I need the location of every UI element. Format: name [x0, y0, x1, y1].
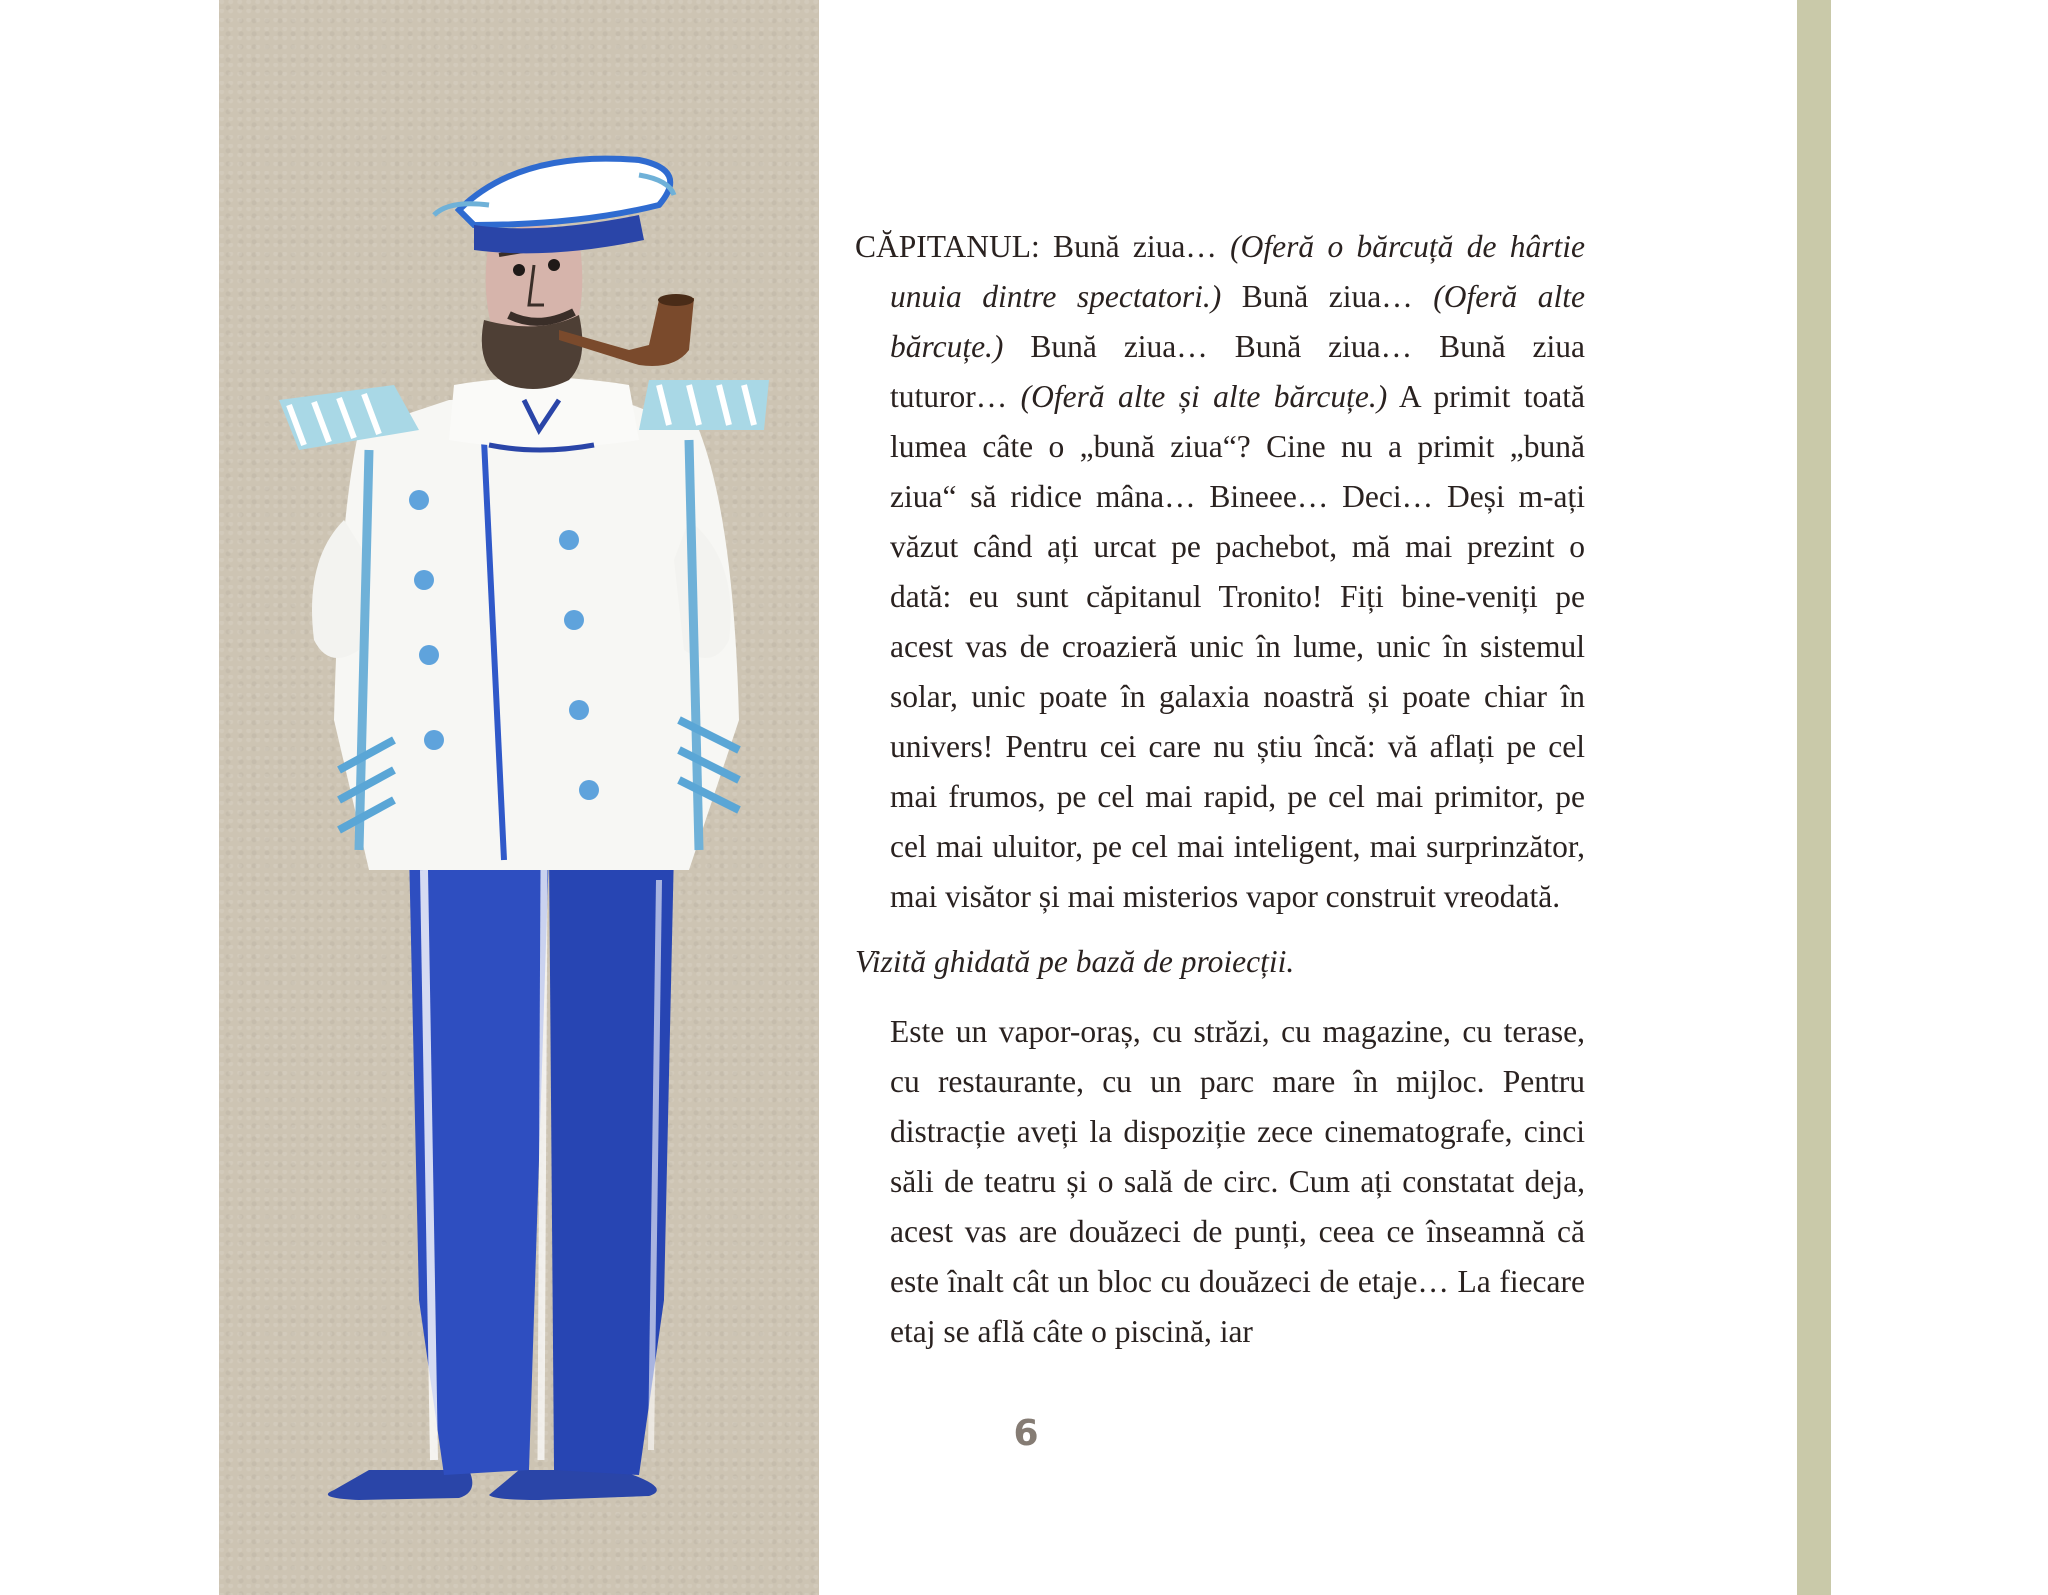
speech-text: Bună ziua… Bună ziua… Bună ziua tuturor… — [890, 329, 1585, 414]
stage-note: (Oferă o bărcuță de hârtie unuia dintre spectatori.) — [890, 229, 1585, 314]
page-number: 6 — [1013, 1413, 1039, 1454]
stage-direction: Vizită ghidată pe bază de proiecții. — [855, 944, 1295, 979]
text-column — [855, 222, 1585, 1357]
captain-illustration-icon — [219, 0, 819, 1595]
body-paragraph: Este un vapor-oraș, cu străzi, cu magazine, cu terase, cu restaurante, cu un parc mare în mijloc. Pentru distracție aveți la dispoziție zece cinematografe, cinci săli de teatru și o sală de circ. Cum ați constatat deja, acest vas are douăzeci de punți, ceea ce înseamnă că este înalt cât un bloc cu douăzeci de etaje… La fiecare etaj se află câte o piscină, iar — [890, 1014, 1585, 1349]
captain-speech — [855, 222, 1585, 922]
stage-note: (Oferă alte și alte bărcuțe.) — [1020, 379, 1388, 414]
speech-text: Bună ziua… — [1039, 229, 1231, 264]
stage-note: (Oferă alte bărcuțe.) — [890, 279, 1585, 364]
right-page-edge — [1797, 0, 1831, 1595]
speech-text: A primit toată lumea câte o „bună ziua“? Cine nu a primit „bună ziua“ să ridice mâna… Bineee… Deci… Deși m-ați văzut când ați urcat pe pachebot, mă mai prezint o dată: eu sunt căpitanul Tronito! Fiți bine-veniți pe acest vas de croazieră unic în lume, unic în sistemul solar, unic poate în galaxia noastră și poate chiar în univers! Pentru cei care nu știu încă: vă aflați pe cel mai frumos, pe cel mai rapid, pe cel mai primitor, pe cel mai uluitor, pe cel mai inteligent, mai surprinzător, mai visător și mai misterios vapor construit vreodată. — [890, 379, 1585, 914]
speaker-name: CĂPITANUL: — [855, 229, 1040, 264]
speech-text: Bună ziua… — [1221, 279, 1434, 314]
